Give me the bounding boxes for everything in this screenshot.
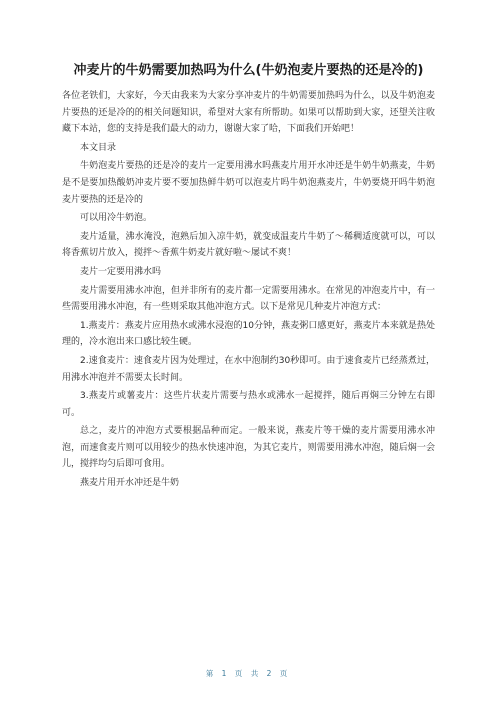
- paragraph: 2.速食麦片：速食麦片因为处理过，在水中泡制约30秒即可。由于速食麦片已经蒸煮过，用沸水冲泡并不需要太长时间。: [62, 355, 435, 383]
- paragraph-list: [62, 88, 435, 492]
- paragraph: 麦片需要用沸水冲泡，但并非所有的麦片都一定需要用沸水。在常见的冲泡麦片中，有一些需要用沸水冲泡，有一些则采取其他冲泡方式。以下是常见几种麦片冲泡方式：: [62, 285, 435, 313]
- paragraph: 牛奶泡麦片要热的还是冷的麦片一定要用沸水吗燕麦片用开水冲还是牛奶牛奶燕麦，牛奶是不是要加热酸奶冲麦片要不要加热鲜牛奶可以泡麦片吗牛奶泡燕麦片，牛奶要烧开吗牛奶泡麦片要热的还是冷的: [62, 161, 435, 205]
- document-body: [62, 60, 435, 494]
- paragraph: 麦片适量，沸水淹没，泡熟后加入凉牛奶，就变成温麦片牛奶了～稀稠适度就可以，可以将香蕉切片放入，搅拌～香蕉牛奶麦片就好啦～屡试不爽！: [62, 231, 435, 259]
- paragraph: 3.燕麦片或薯麦片：这些片状麦片需要与热水或沸水一起搅拌，随后再焖三分钟左右即可。: [62, 391, 435, 418]
- page-footer: 第 1 页 共 2 页: [205, 669, 291, 678]
- document-title: 冲麦片的牛奶需要加热吗为什么(牛奶泡麦片要热的还是冷的): [73, 63, 424, 78]
- paragraph: 总之，麦片的冲泡方式要根据品种而定。一般来说，燕麦片等干燥的麦片需要用沸水冲泡，而速食麦片则可以用较少的热水快速冲泡，为其它麦片，则需要用沸水冲泡，随后焖一会儿，搅拌均匀后即可食用。: [62, 426, 435, 470]
- paragraph: 可以用冷牛奶泡。: [80, 213, 153, 224]
- paragraph: 1.燕麦片：燕麦片应用热水或沸水浸泡的10分钟，燕麦粥口感更好，燕麦片本来就是热处理的，冷水泡出来口感比较生硬。: [62, 320, 435, 348]
- paragraph: 各位老铁们，大家好，今天由我来为大家分享冲麦片的牛奶需要加热吗为什么，以及牛奶泡麦片要热的还是冷的的相关问题知识，希望对大家有所帮助。如果可以帮助到大家，还望关注收藏下本站，您的支持是我们最大的动力，谢谢大家了哈，下面我们开始吧！: [62, 91, 435, 135]
- paragraph: 本文目录: [80, 142, 117, 153]
- paragraph: 燕麦片用开水冲还是牛奶: [80, 478, 180, 489]
- paragraph: 麦片一定要用沸水吗: [80, 266, 162, 277]
